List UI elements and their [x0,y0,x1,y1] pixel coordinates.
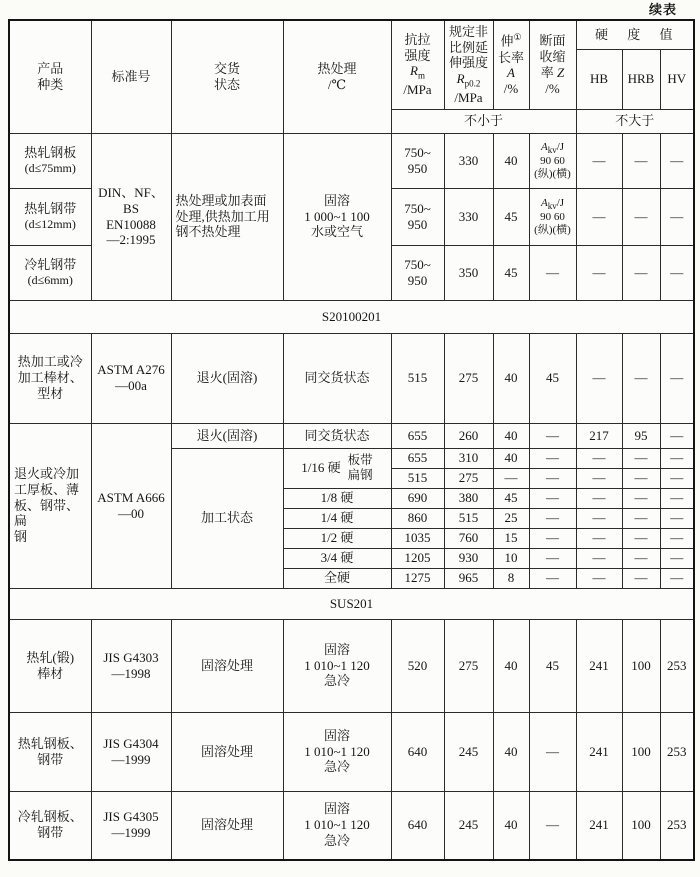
temper-products [348,453,373,483]
standard-line: ASTM A276 [97,362,165,378]
value-rp: 275 [444,333,493,423]
header-unit: /MPa [454,89,483,105]
product-hot-rolled-strip [9,188,91,245]
heat-line: 1 010~1 120 [304,657,370,673]
header-line: 强度 [404,47,431,63]
header-line: 断面 [539,33,566,49]
value-rm: 655 [391,448,444,468]
grade-band-s20100201: S20100201 [9,300,694,333]
value-rm: 655 [391,423,444,448]
temper-1-4-hard: 1/4 硬 [283,508,391,528]
value-line: 750~ [404,256,431,272]
value-rm: 515 [391,333,444,423]
value-rm [391,133,444,188]
value-hb: 241 [576,619,622,712]
value-rp: 245 [444,712,493,791]
value-z: — [529,508,576,528]
value-hb: — [576,448,622,468]
value-rm: 1275 [391,568,444,588]
value-hrb: 100 [622,712,660,791]
value-rm [391,188,444,245]
value-hv: — [660,548,694,568]
value-rm: 520 [391,619,444,712]
product-line: 热轧(锻) [26,649,75,665]
product-cold-rolled-plate-strip [9,791,91,860]
value-z: — [529,488,576,508]
heat-astm-a276: 同交货状态 [283,333,391,423]
header-standard: 标准号 [91,20,171,133]
temper-1-2-hard: 1/2 硬 [283,528,391,548]
delivery-jis-g4305: 固溶处理 [171,791,283,860]
temper-1-8-hard: 1/8 硬 [283,488,391,508]
heat-line: 固溶 [323,727,350,743]
value-hb: — [576,548,622,568]
value-z: 45 [529,333,576,423]
value-line: 950 [407,216,428,232]
product-line: 加工棒材、 [17,370,83,386]
value-hrb: — [622,488,660,508]
value-a: 40 [493,423,529,448]
value-rp: 350 [444,245,493,300]
delivery-astm-a276: 退火(固溶) [171,333,283,423]
value-rp: 515 [444,508,493,528]
standard-line: —1999 [111,751,151,767]
value-rp: 965 [444,568,493,588]
standard-line: —1998 [111,665,151,681]
standard-line: JIS G4305 [103,809,159,825]
heat-jis-g4304 [283,712,391,791]
value-z: — [529,568,576,588]
delivery-line: 处理,供热加工用 [175,208,270,224]
value-hrb: 100 [622,619,660,712]
value-hrb: — [622,568,660,588]
standard-jis-g4304 [91,712,171,791]
delivery-jis-g4304: 固溶处理 [171,712,283,791]
standard-en10088 [91,133,171,300]
value-hrb: — [622,548,660,568]
value-hrb: 100 [622,791,660,860]
value-rm: 1205 [391,548,444,568]
value-hb: 217 [576,423,622,448]
value-rp: 380 [444,488,493,508]
header-line: 收缩 [539,48,566,64]
akv-values: 90 60 [540,211,565,224]
value-hv: — [660,133,694,188]
value-a: — [493,468,529,488]
value-rp: 260 [444,423,493,448]
header-hardness-title: 硬 度 值 [576,20,694,49]
heat-line: 急冷 [323,673,350,689]
header-reduction-of-area [529,20,576,109]
value-hb: — [576,568,622,588]
product-line: 钢 [14,529,28,545]
delivery-jis-g4303: 固溶处理 [171,619,283,712]
value-rp: 760 [444,528,493,548]
heat-line: 1 010~1 120 [304,743,370,759]
value-z: — [529,548,576,568]
product-annealed-cold-worked [9,423,91,588]
standard-jis-g4303 [91,619,171,712]
value-rp: 330 [444,133,493,188]
header-symbol: $R_m$ [410,63,425,81]
delivery-en10088 [171,133,283,300]
header-heat-treatment [283,20,391,133]
value-z: 45 [529,619,576,712]
value-hv: — [660,468,694,488]
value-a: 45 [493,188,529,245]
value-hv: 253 [660,791,694,860]
product-line: 棒材 [37,665,64,681]
header-line: 长率 [497,49,524,65]
value-rp: 930 [444,548,493,568]
value-hrb: 95 [622,423,660,448]
value-a: 40 [493,619,529,712]
value-line: 750~ [404,200,431,216]
header-unit: /% [545,80,560,96]
value-hv: — [660,568,694,588]
value-hb: — [576,333,622,423]
heat-as-delivered: 同交货状态 [283,423,391,448]
value-hrb: — [622,188,660,245]
value-hb: 241 [576,712,622,791]
value-z: — [529,791,576,860]
product-name: 热轧钢板 [24,145,77,161]
delivery-annealed: 退火(固溶) [171,423,283,448]
standard-line: DIN、NF、BS [98,184,164,216]
value-a: 15 [493,528,529,548]
temper-1-16-hard [283,448,391,488]
value-z: — [529,712,576,791]
temper-label: 1/16 硬 [301,460,341,476]
header-tensile-strength [391,20,444,109]
value-akv [529,133,576,188]
product-size: (d≤12mm) [24,217,76,232]
header-line: 抗拉 [404,31,431,47]
value-a: 40 [493,791,529,860]
product-line: 钢带 [37,751,64,767]
value-z: — [529,245,576,300]
heat-line: 1 000~1 100 [304,208,370,224]
value-rm: 640 [391,791,444,860]
temper-product-strip: 板带 [347,453,373,467]
header-line: 伸① [500,32,522,49]
header-line: 产品 [37,60,64,76]
grade-band-sus201: SUS201 [9,588,694,619]
value-rm [391,245,444,300]
akv-symbol: $A_{kv}/J$ [540,196,565,211]
value-z: — [529,528,576,548]
value-a: 45 [493,245,529,300]
product-worked-bar-shape [9,333,91,423]
value-hb: — [576,133,622,188]
value-hb: — [576,468,622,488]
value-rp: 245 [444,791,493,860]
akv-symbol: $A_{kv}/J$ [540,140,565,155]
header-line: 热处理 [317,60,357,76]
value-hb: — [576,488,622,508]
value-rm: 690 [391,488,444,508]
heat-en10088 [283,133,391,300]
value-hrb: — [622,448,660,468]
standard-astm-a276 [91,333,171,423]
value-a: 40 [493,448,529,468]
value-rp: 275 [444,468,493,488]
product-cold-rolled-strip [9,245,91,300]
value-rp: 275 [444,619,493,712]
value-hb: — [576,245,622,300]
header-not-greater-than: 不大于 [576,109,694,133]
value-a: 45 [493,488,529,508]
header-elongation [493,20,529,109]
value-a: 40 [493,333,529,423]
value-z: — [529,423,576,448]
value-hb: — [576,188,622,245]
temper-full-hard: 全硬 [283,568,391,588]
header-line: 比例延 [448,39,488,55]
delivery-worked-state: 加工状态 [171,448,283,588]
header-symbol: A [507,65,515,81]
value-line: 750~ [404,144,431,160]
value-hrb: — [622,468,660,488]
header-line: 状态 [213,76,240,92]
header-symbol: 率 Z [540,64,565,80]
value-hv: 253 [660,619,694,712]
heat-line: 1 010~1 120 [304,817,370,833]
value-hrb: — [622,508,660,528]
product-hot-rolled-plate [9,133,91,188]
standard-line: JIS G4303 [103,649,159,665]
value-z: — [529,448,576,468]
header-line: 交货 [213,60,240,76]
standard-astm-a666 [91,423,171,588]
value-rm: 860 [391,508,444,528]
heat-jis-g4303 [283,619,391,712]
heat-line: 水或空气 [310,224,363,240]
header-symbol: $R_{p0.2}$ [456,71,481,89]
temper-3-4-hard: 3/4 硬 [283,548,391,568]
header-line: 规定非 [448,23,488,39]
header-unit: /MPa [403,81,432,97]
value-rp: 310 [444,448,493,468]
header-hv: HV [660,49,694,109]
steel-spec-table [8,19,695,861]
akv-orientation: (纵)(横) [534,223,571,236]
value-hv: — [660,188,694,245]
standard-line: —00a [115,378,147,393]
delivery-line: 钢不热处理 [175,224,241,240]
heat-line: 固溶 [323,641,350,657]
standard-line: —1999 [111,825,151,841]
header-not-less-than: 不小于 [391,109,576,133]
product-name: 热轧钢带 [24,201,77,217]
value-line: 950 [407,272,428,288]
product-name: 冷轧钢带 [24,257,77,273]
header-line: 种类 [37,76,64,92]
product-line: 退火或冷加 [14,465,80,481]
temper-product-flat: 扁钢 [347,468,373,482]
delivery-line: 热处理或加表面 [175,192,267,208]
value-hv: — [660,528,694,548]
value-hv: — [660,488,694,508]
standard-line: ASTM A666 [97,489,165,505]
product-line: 热轧钢板、 [17,735,83,751]
header-line: /℃ [327,76,347,92]
product-line: 冷轧钢板、 [17,809,83,825]
header-product [9,20,91,133]
value-akv [529,188,576,245]
value-a: 40 [493,712,529,791]
value-hb: — [576,508,622,528]
value-a: 10 [493,548,529,568]
value-hrb: — [622,333,660,423]
value-hrb: — [622,245,660,300]
standard-line: —2:1995 [106,232,156,248]
heat-line: 急冷 [323,833,350,849]
value-a: 25 [493,508,529,528]
value-hrb: — [622,133,660,188]
header-proof-strength [444,20,493,109]
value-hrb: — [622,528,660,548]
product-line: 工厚板、薄 [14,481,80,497]
standard-jis-g4305 [91,791,171,860]
value-z: — [529,468,576,488]
value-hv: — [660,448,694,468]
standard-line: EN10088 [106,216,156,232]
table-continued-label: 续表 [648,2,677,17]
value-rm: 515 [391,468,444,488]
value-rm: 1035 [391,528,444,548]
value-hb: — [576,528,622,548]
akv-orientation: (纵)(横) [534,167,571,180]
standard-line: JIS G4304 [103,735,159,751]
product-size: (d≤75mm) [24,161,76,176]
product-line: 型材 [37,385,64,401]
value-line: 950 [407,160,428,176]
header-unit: /% [503,81,519,97]
value-rm: 640 [391,712,444,791]
product-line: 板、钢带、扁 [14,497,80,529]
product-size: (d≤6mm) [27,273,73,288]
akv-values: 90 60 [540,155,565,168]
value-hv: — [660,245,694,300]
temper-cell [286,453,389,483]
product-hot-rolled-forged-bar [9,619,91,712]
heat-jis-g4305 [283,791,391,860]
heat-line: 急冷 [323,759,350,775]
value-hb: 241 [576,791,622,860]
value-hv: 253 [660,712,694,791]
value-hv: — [660,508,694,528]
value-a: 40 [493,133,529,188]
value-hv: — [660,423,694,448]
header-delivery-state [171,20,283,133]
standard-line: —00 [118,505,144,521]
header-hrb: HRB [622,49,660,109]
value-rp: 330 [444,188,493,245]
header-hb: HB [576,49,622,109]
product-hot-rolled-plate-strip [9,712,91,791]
heat-line: 固溶 [323,801,350,817]
heat-line: 固溶 [323,192,350,208]
value-a: 8 [493,568,529,588]
product-line: 钢带 [37,825,64,841]
header-line: 伸强度 [448,55,488,71]
product-line: 热加工或冷 [17,354,83,370]
value-hv: — [660,333,694,423]
